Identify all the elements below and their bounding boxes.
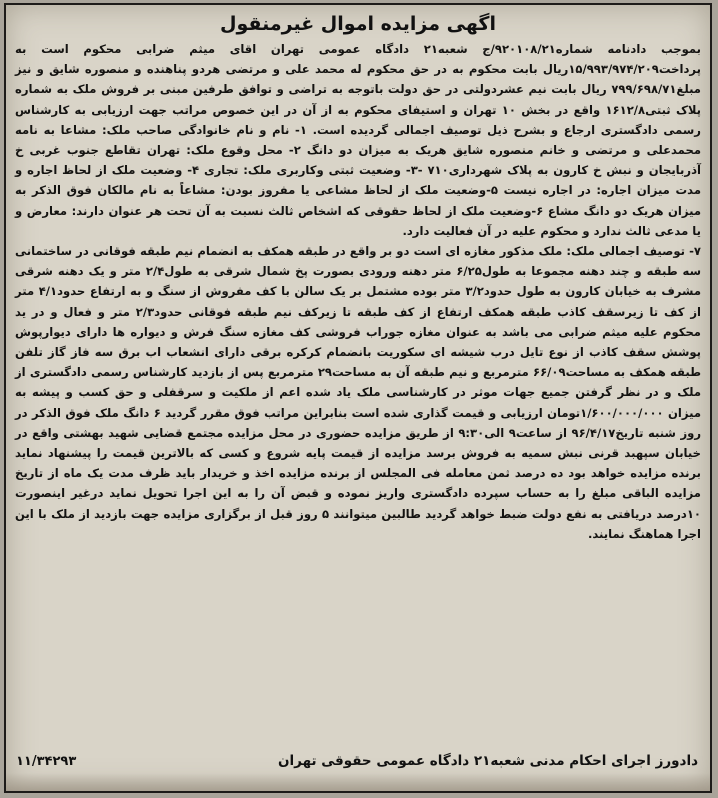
notice-paragraph-1: بموجب دادنامه شماره۹۲۰۱۰۸/۲۱/ج شعبه۲۱ دادگاه عمومی تهران اقای میثم ضرابی محکوم است به پرداخت۱۵/۹۹۳/۹۷۴/۲۰۹ریال بابت محکوم به در حق محکوم له محمد علی و مرتضی هردو پناهنده و منصوره شایق و نیز مبلغ۷۹۹/۶۹۸/۷۱ ریال بابت نیم عشردولتی در حق دولت باتوجه به تراضی و توافق طرفین مبنی بر فروش ملک به شماره پلاک ثبتی۱۶۱۲/۸ واقع در بخش ۱۰ تهران و استیفای محکوم به از آن در این خصوص مراتب جهت ارزیابی به کارشناس رسمی دادگستری ارجاع و بشرح ذیل توصیف اجمالی گردیده است. ۱- نام و نام خانوادگی صاحب ملک: مشاعا به نامه محمدعلی و مرتضی و خانم منصوره شایق هریک به میزان دو دانگ ۲- محل وقوع ملک: تهران تقاطع جنوب غربی خ آذربایجان و نبش خ کارون به پلاک شهرداری۷۱۰ -۳- وضعیت ثبتی وکاربری ملک: تجاری ۴- وضعیت ملک از لحاظ اجاره و مدت میزان اجاره: در اجاره نیست ۵-وضعیت ملک از لحاظ مشاعی یا مفروز بودن: مشاعاً به نام مالکان فوق الذکر به میزان هریک دو دانگ مشاع ۶-وضعیت ملک از لحاظ حقوقی که اشخاص ثالث نسبت به آن تحت هر عنوان دارند: معارض و یا مدعی ثالث ندارد و محکوم علیه در آن فعالیت دارد. [15, 42, 702, 238]
notice-code: ۱۱/۳۴۲۹۳ [16, 754, 77, 769]
notice-body [6, 39, 710, 544]
notice-footer [16, 753, 698, 769]
auction-notice [4, 3, 712, 793]
notice-signature: دادورز اجرای احکام مدنی شعبه۲۱ دادگاه عمومی حقوقی تهران [278, 753, 698, 769]
paper-edge-shadow [6, 773, 710, 791]
notice-title: اگهی مزایده اموال غیرمنقول [220, 13, 496, 35]
notice-paragraph-2: ۷- توصیف اجمالی ملک: ملک مذکور مغازه ای است دو بر واقع در طبقه همکف به انضمام نیم طبقه فوقانی در ساختمانی سه طبقه و چند دهنه مجموعا به طول۶/۲۵ متر دهنه ورودی بصورت پخ شمال شرقی به طول۲/۴ متر و یک دهنه شرقی مشرف به خیابان کارون به طول حدود۳/۲ متر بوده مشتمل بر یک سالن با کف مفروش از سنگ و به ارتفاع حدود۴/۱ متر از کف تا زیرسقف کاذب طبقه همکف ارتفاع از کف طبقه تا زیرکف نیم طبقه فوقانی حدود۲/۳ متر و فعال و در ید محکوم علیه میثم ضرابی می باشد به عنوان مغازه جوراب فروشی کف مغازه سنگ فرش و دیواره ها دارای دیوارپوش پوشش سقف کاذب از نوع تایل درب شیشه ای سکوریت بانضمام کرکره برقی دارای انشعاب اب برق سه فاز گاز تلفن طبقه همکف به مساحت۶۶/۰۹ مترمربع و نیم طبقه آن به مساحت۲۹ مترمربع پس از بازدید کارشناس رسمی دادگستری از ملک و در نظر گرفتن جمیع جهات موثر در کارشناسی ملک یاد شده اعم از ملکیت و سرقفلی و حق کسب و پیشه به میزان ۱/۶۰۰/۰۰۰/۰۰۰تومان ارزیابی و قیمت گذاری شده است بنابراین مراتب فوق مقرر گردید ۶ دانگ ملک فوق الذکر در روز شنبه تاریخ۹۶/۴/۱۷ از ساعت۹ الی۹:۳۰ از طریق مزایده حضوری در محل مزایده مجتمع قضایی شهید بهشتی واقع در خیابان سپهبد قرنی نبش سمیه به فروش برسد مزایده از قیمت پایه شروع و کسی که بالاترین قیمت را پیشنهاد نماید برنده مزایده خواهد بود ده درصد ثمن معامله فی المجلس از برنده مزایده اخذ و خریدار باید ظرف مدت یک ماه از تاریخ مزایده الباقی مبلغ را به حساب سپرده دادگستری واریز نموده و قبض آن را به این اجرا تحویل نماید درغیر اینصورت ۱۰درصد دریافتی به نفع دولت ضبط خواهد گردید طالبین میتوانند ۵ روز قبل از برگزاری مزایده جهت بازدید از ملک با این اجرا هماهنگ نمایند. [15, 244, 702, 541]
